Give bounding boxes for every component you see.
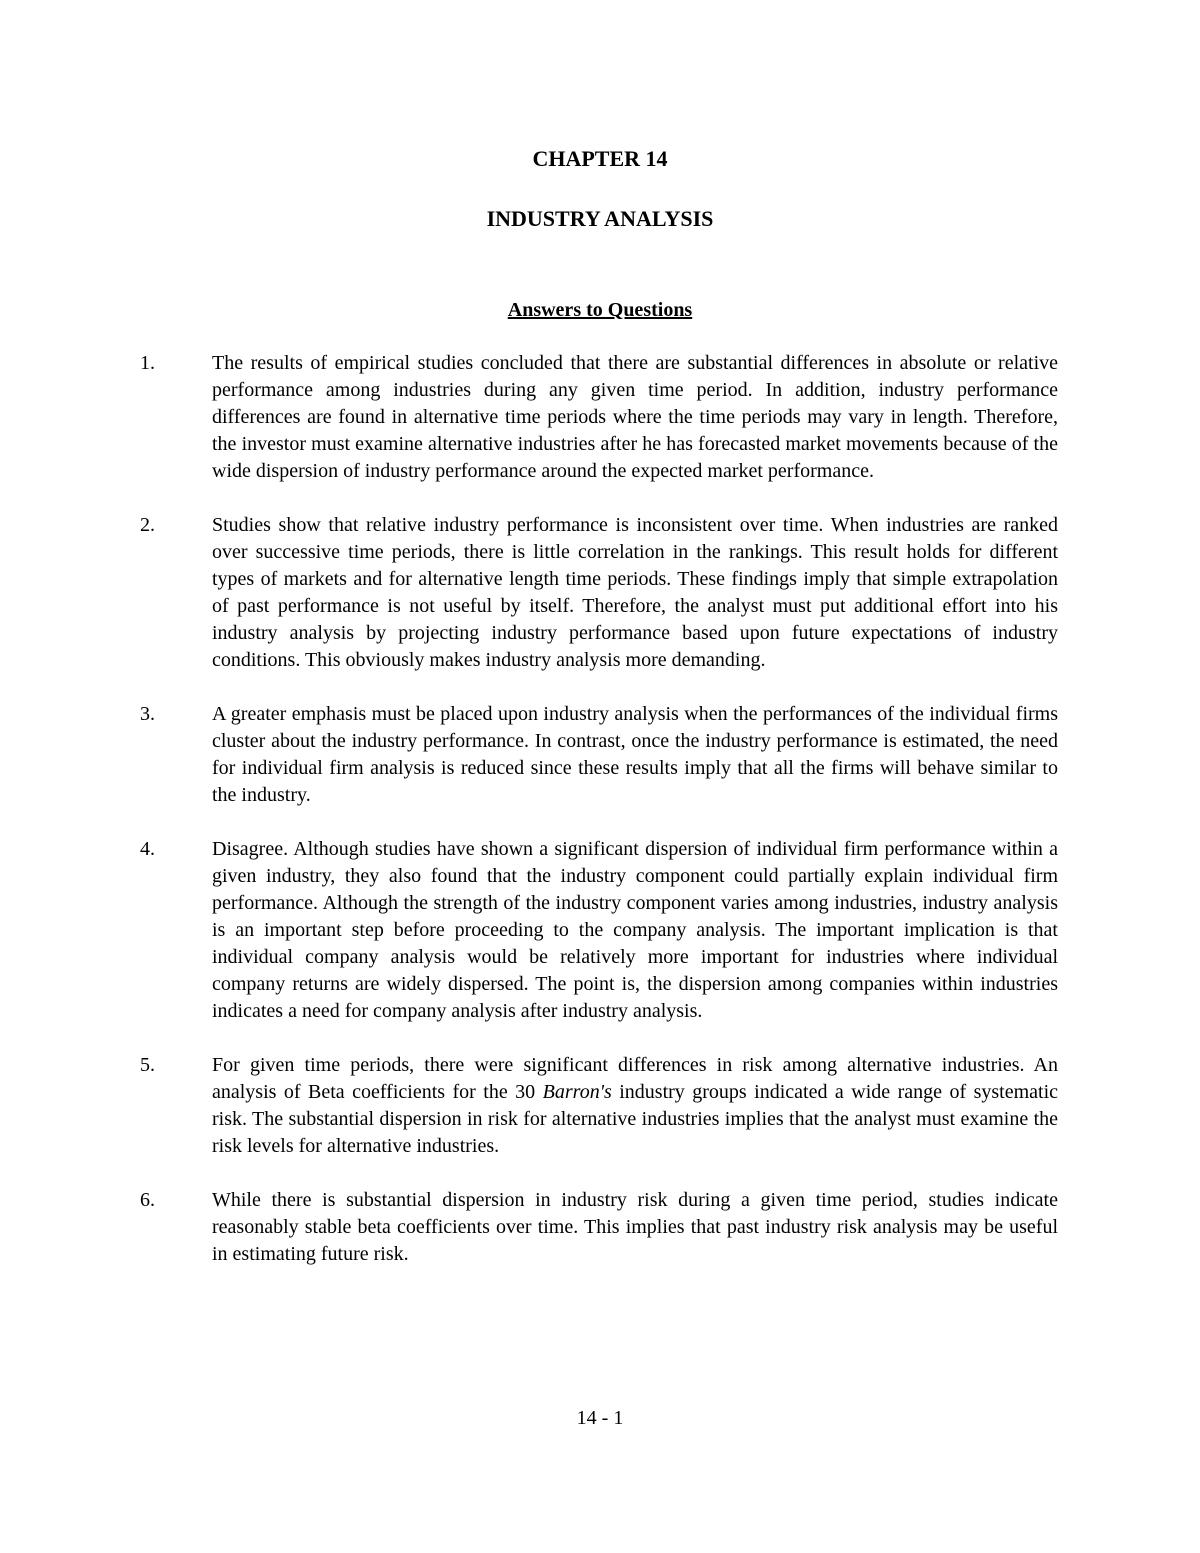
chapter-title: INDUSTRY ANALYSIS — [486, 206, 714, 231]
answer-number: 1. — [140, 352, 155, 374]
answer-text: While there is substantial dispersion in industry risk during a given time period, studies indicate reasonably stable beta coefficients over time. This implies that past industry risk analysis may be useful in estimating future risk. — [212, 1189, 1058, 1265]
answer-item-5 — [140, 1052, 1058, 1160]
answer-item-4 — [140, 836, 1058, 1025]
answer-item-6 — [140, 1187, 1058, 1268]
answer-item-1 — [140, 350, 1058, 485]
publication-name: Barron's — [542, 1081, 612, 1103]
section-heading: Answers to Questions — [507, 299, 693, 321]
answer-text: Disagree. Although studies have shown a significant dispersion of individual firm performance within a given industry, they also found that the industry component could partially explain individual firm performance. Although the strength of the industry component varies among industries, industry analysis is an important step before proceeding to the company analysis. The important implication is that individual company analysis would be relatively more important for industries where individual company returns are widely dispersed. The point is, the dispersion among companies within industries indicates a need for company analysis after industry analysis. — [212, 838, 1058, 1022]
answer-number: 2. — [140, 514, 155, 536]
answer-text-part: industry groups indicated a wide range of systematic risk. The substantial dispersion in risk for alternative industries implies that the analyst must examine the risk levels for alternative industries. — [212, 1081, 1059, 1157]
chapter-number: CHAPTER 14 — [532, 146, 668, 171]
answers-list — [140, 350, 1058, 1295]
answer-number: 3. — [140, 703, 155, 725]
answer-number: 5. — [140, 1054, 155, 1076]
answer-text: The results of empirical studies concluded that there are substantial differences in absolute or relative performance among industries during any given time period. In addition, industry performance differences are found in alternative time periods where the time periods may vary in length. Therefore, the investor must examine alternative industries after he has forecasted market movements because of the wide dispersion of industry performance around the expected market performance. — [212, 352, 1058, 482]
answer-text: A greater emphasis must be placed upon industry analysis when the performances of the individual firms cluster about the industry performance. In contrast, once the industry performance is estimated, the need for individual firm analysis is reduced since these results imply that all the firms will behave similar to the industry. — [212, 703, 1058, 806]
answer-text — [212, 1052, 1058, 1160]
answer-number: 6. — [140, 1189, 155, 1211]
page-number: 14 - 1 — [576, 1407, 624, 1429]
answer-item-3 — [140, 701, 1058, 809]
answer-item-2 — [140, 512, 1058, 674]
answer-number: 4. — [140, 838, 155, 860]
answer-text-part: For given time periods, there were significant differences in risk among alternative industries. An analysis of Beta coefficients for the 30 — [212, 1054, 1058, 1103]
answer-text: Studies show that relative industry performance is inconsistent over time. When industries are ranked over successive time periods, there is little correlation in the rankings. This result holds for different types of markets and for alternative length time periods. These findings imply that simple extrapolation of past performance is not useful by itself. Therefore, the analyst must put additional effort into his industry analysis by projecting industry performance based upon future expectations of industry conditions. This obviously makes industry analysis more demanding. — [212, 514, 1058, 671]
